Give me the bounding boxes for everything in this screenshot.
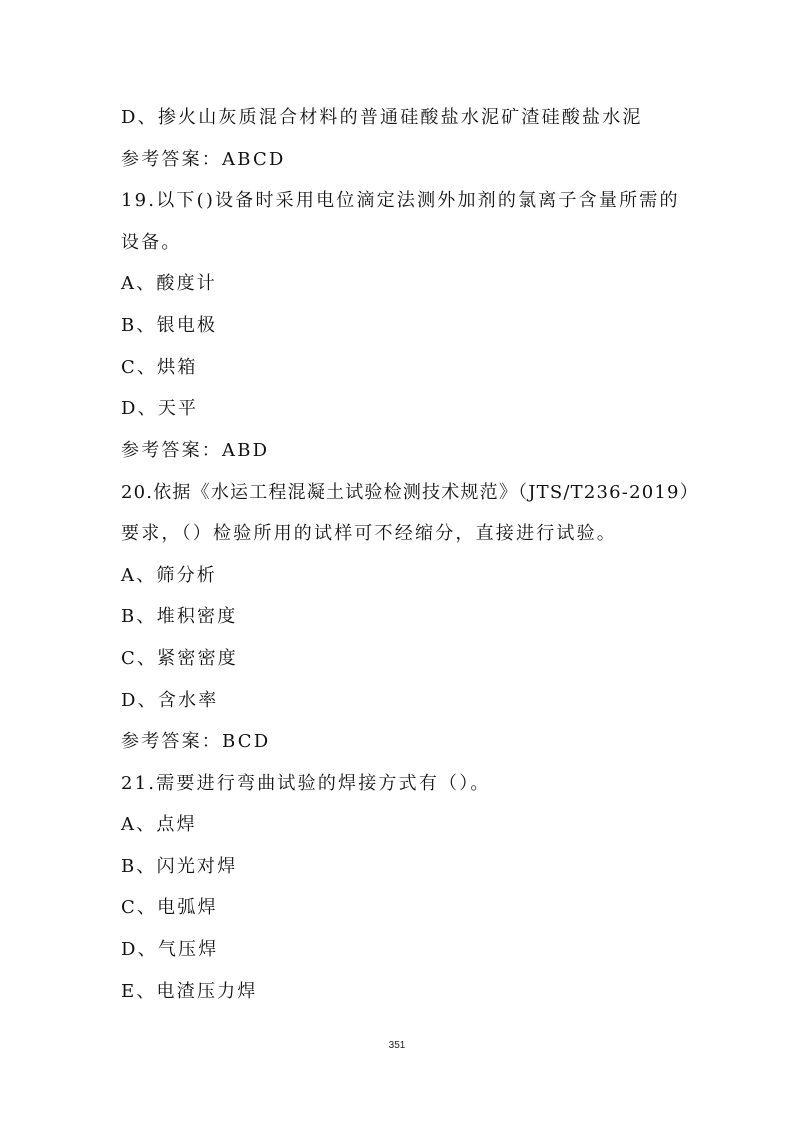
- q20-option-c: C、紧密密度: [121, 648, 238, 669]
- q20-answer: 参考答案：BCD: [121, 731, 271, 752]
- q20-question-line-2: 要求，（）检验所用的试样可不经缩分，直接进行试验。: [121, 523, 617, 544]
- q20-option-a: A、筛分析: [121, 565, 217, 586]
- q18-answer: 参考答案：ABCD: [121, 149, 286, 170]
- q19-option-b: B、银电极: [121, 315, 218, 336]
- q19-question-line-1: 19.以下()设备时采用电位滴定法测外加剂的氯离子含量所需的: [121, 190, 680, 211]
- page-number: 351: [388, 1040, 406, 1051]
- q20-question-line-1: 20.依据《水运工程混凝土试验检测技术规范》（JTS/T236-2019）: [121, 482, 699, 503]
- q21-option-a: A、点焊: [121, 814, 197, 835]
- q19-answer: 参考答案：ABD: [121, 440, 270, 461]
- q20-option-b: B、堆积密度: [121, 606, 238, 627]
- q21-option-c: C、电弧焊: [121, 897, 218, 918]
- q19-option-a: A、酸度计: [121, 273, 217, 294]
- q19-question-line-2: 设备。: [121, 232, 182, 253]
- q21-question: 21.需要进行弯曲试验的焊接方式有（）。: [121, 773, 491, 794]
- q19-option-c: C、烘箱: [121, 357, 198, 378]
- q18-option-d: D、掺火山灰质混合材料的普通硅酸盐水泥矿渣硅酸盐水泥: [121, 107, 643, 128]
- q21-option-e: E、电渣压力焊: [121, 981, 258, 1002]
- q20-option-d: D、含水率: [121, 690, 219, 711]
- q21-option-b: B、闪光对焊: [121, 856, 238, 877]
- q21-option-d: D、气压焊: [121, 939, 219, 960]
- q19-option-d: D、天平: [121, 398, 199, 419]
